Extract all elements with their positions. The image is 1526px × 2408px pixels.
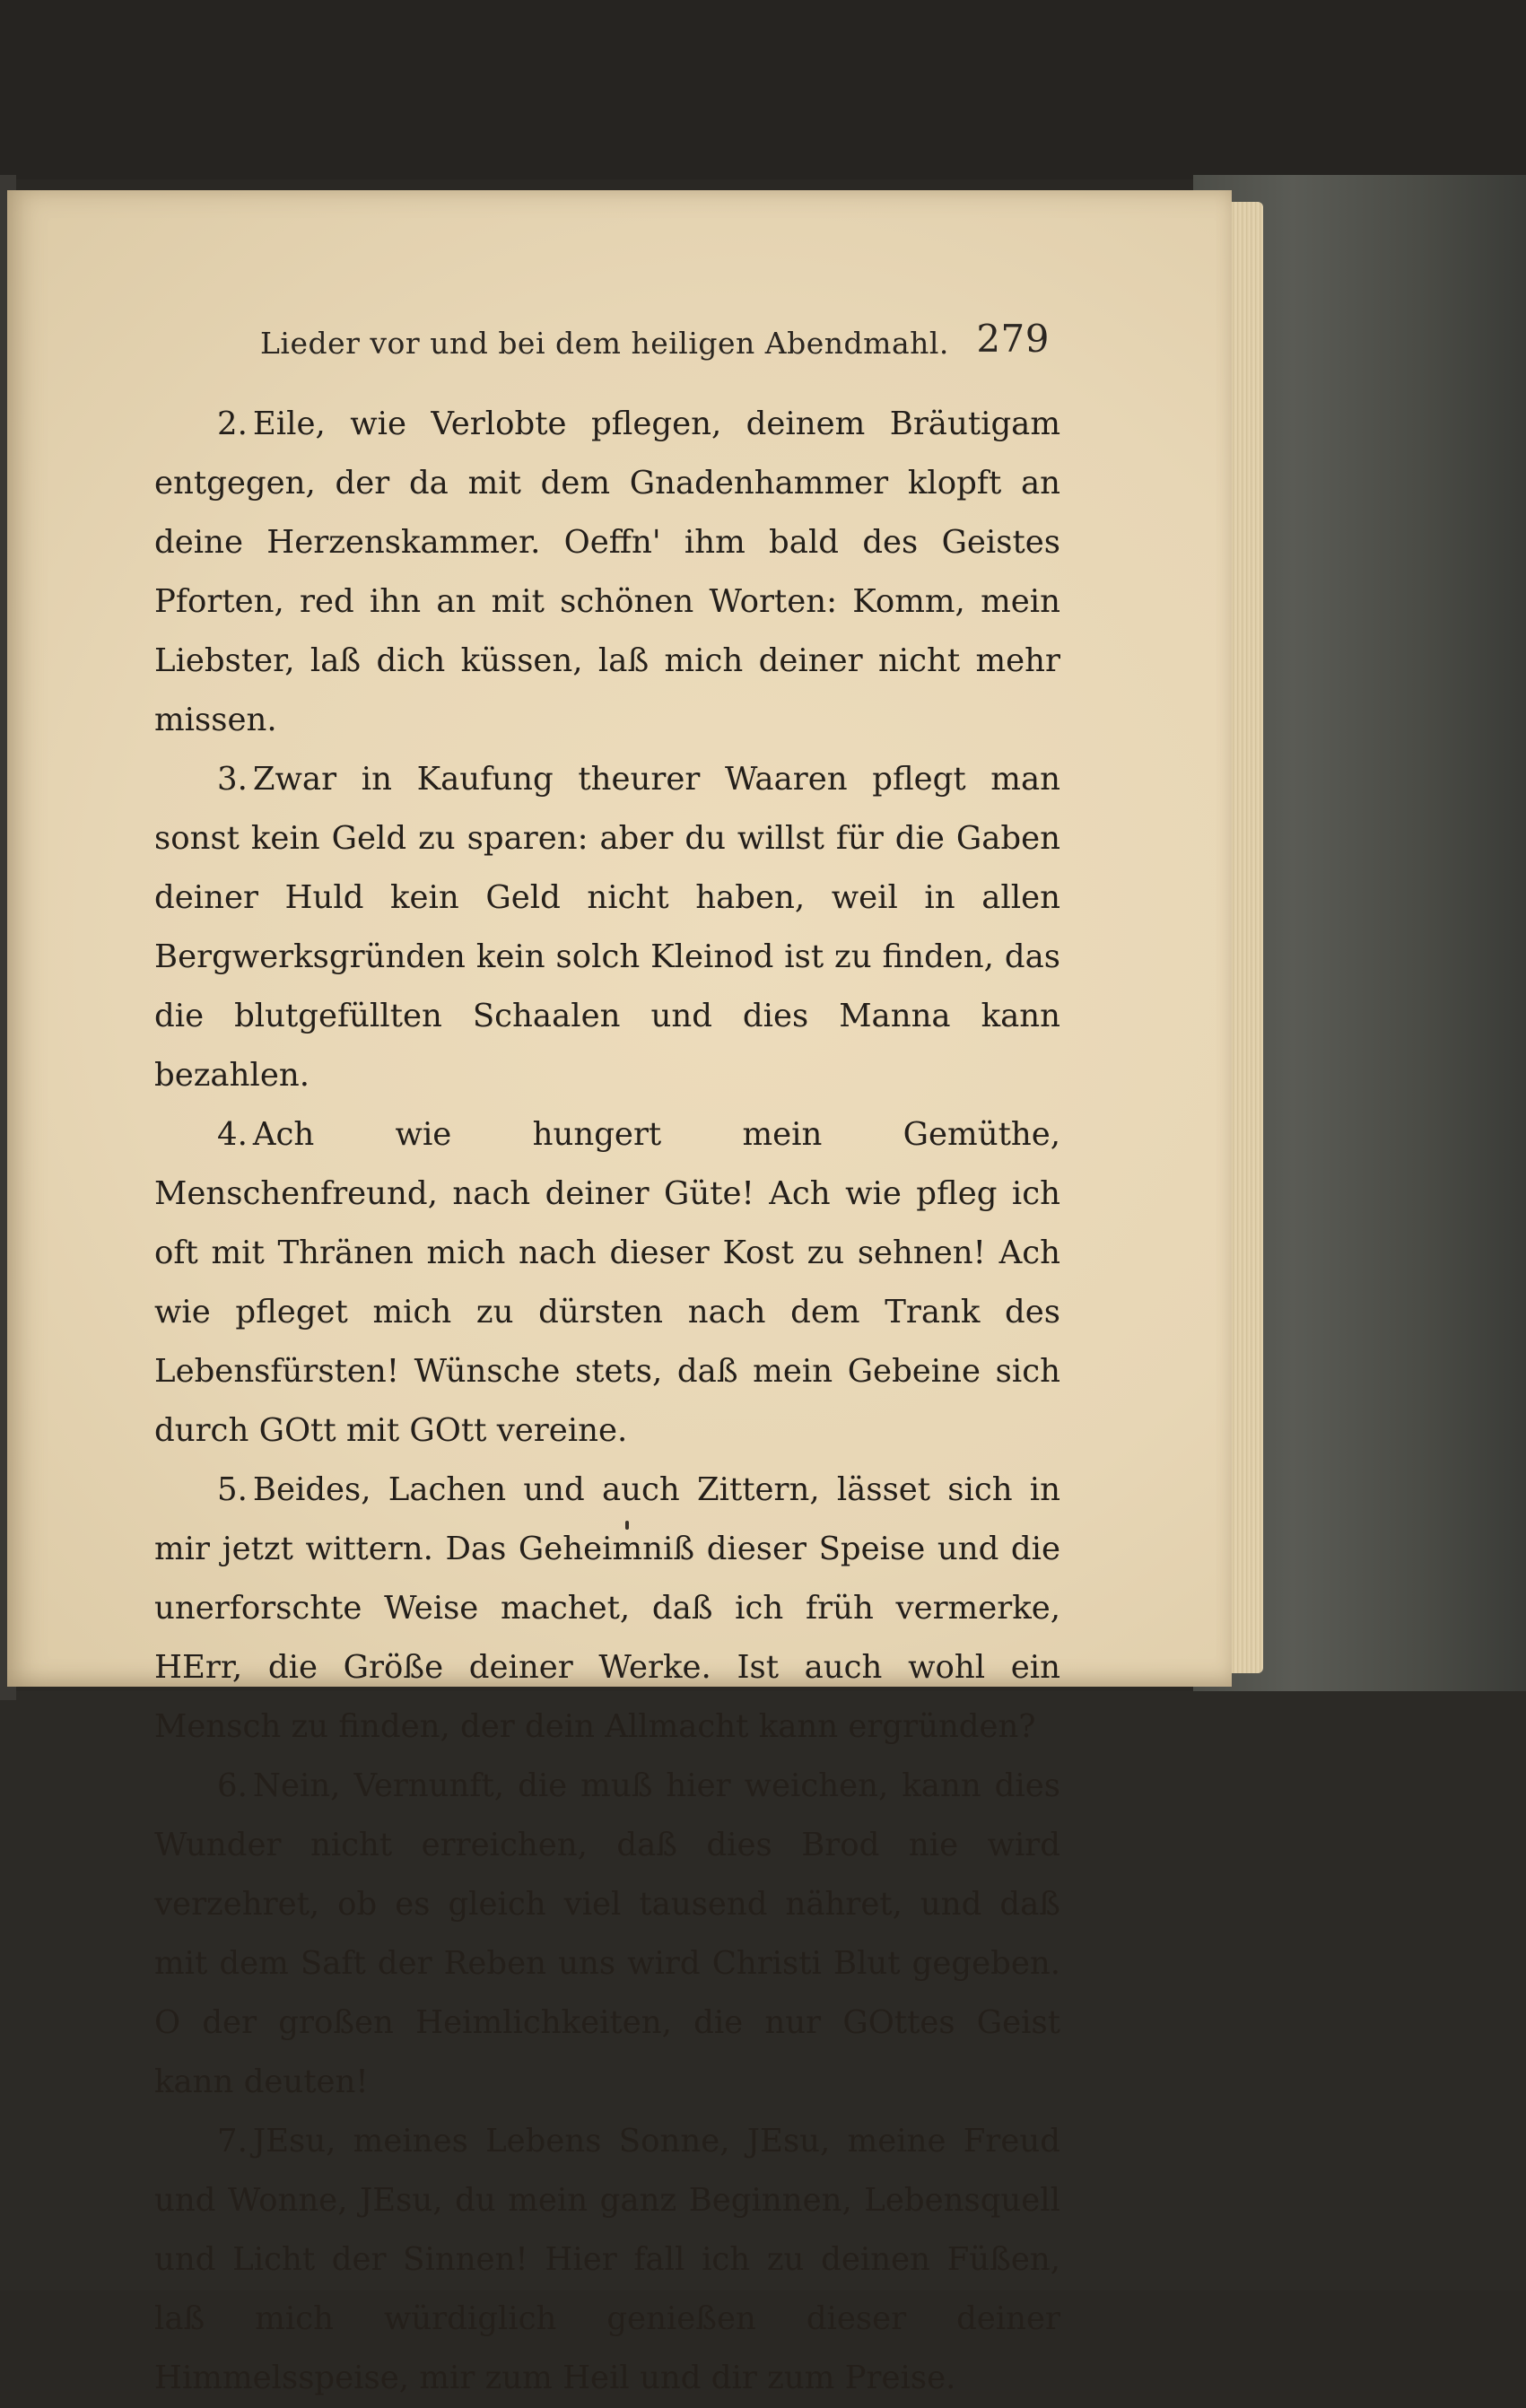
stanza-number: 4. (217, 1116, 248, 1153)
stanza-text: JEsu, meines Lebens Sonne, JEsu, meine Freud und Wonne, JEsu, du mein ganz Beginnen, Lebensquell und Licht der Sinnen! Hier fall ich zu deinen Füßen, laß mich würdiglich genießen dieser deiner Himmelsspeise, mir zum Heil und dir zum Preise. (154, 2123, 1060, 2396)
page-number: 279 (976, 317, 1050, 361)
hymn-text (154, 395, 1060, 2408)
stanza-7 (154, 2112, 1060, 2408)
stanza-number: 3. (217, 761, 248, 798)
stanza-number: 6. (217, 1767, 248, 1804)
stanza-text: Eile, wie Verlobte pflegen, deinem Bräutigam entgegen, der da mit dem Gnadenhammer klopft an deine Herzenskammer. Oeffn' ihm bald des Geistes Pforten, red ihn an mit schönen Worten: Komm, mein Liebster, laß dich küssen, laß mich deiner nicht mehr missen. (154, 406, 1060, 738)
running-title: Lieder vor und bei dem heiligen Abendmahl. (260, 326, 949, 361)
stanza-6 (154, 1757, 1060, 2112)
backdrop (0, 0, 1526, 179)
stanza-number: 7. (217, 2123, 248, 2159)
stanza-number: 5. (217, 1471, 248, 1508)
stanza-text: Ach wie hungert mein Gemüthe, Menschenfreund, nach deiner Güte! Ach wie pfleg ich oft mit Thränen mich nach dieser Kost zu sehnen! Ach wie pfleget mich zu dürsten nach dem Trank des Lebensfürsten! Wünsche stets, daß mein Gebeine sich durch GOtt mit GOtt vereine. (154, 1116, 1060, 1449)
stanza-text: Beides, Lachen und auch Zittern, lässet sich in mir jetzt wittern. Das Geheimniß dieser Speise und die unerforschte Weise machet, daß ich früh vermerke, HErr, die Größe deiner Werke. Ist auch wohl ein Mensch zu finden, der dein Allmacht kann ergründen? (154, 1471, 1060, 1745)
stanza-3 (154, 750, 1060, 1105)
stanza-2 (154, 395, 1060, 750)
stanza-text: Nein, Vernunft, die muß hier weichen, kann dies Wunder nicht erreichen, daß dies Brod nie wird verzehret, ob es gleich viel tausend nähret, und daß mit dem Saft der Reben uns wird Christi Blut gegeben. O der großen Heimlichkeiten, die nur GOttes Geist kann deuten! (154, 1767, 1060, 2100)
ink-speck (625, 1521, 629, 1530)
stanza-5 (154, 1461, 1060, 1757)
stanza-4 (154, 1105, 1060, 1461)
stanza-text: Zwar in Kaufung theurer Waaren pflegt man sonst kein Geld zu sparen: aber du willst für die Gaben deiner Huld kein Geld nicht haben, weil in allen Bergwerksgründen kein solch Kleinod ist zu finden, das die blutgefüllten Schaalen und dies Manna kann bezahlen. (154, 761, 1060, 1094)
running-head (260, 317, 1050, 371)
stanza-number: 2. (217, 406, 248, 442)
